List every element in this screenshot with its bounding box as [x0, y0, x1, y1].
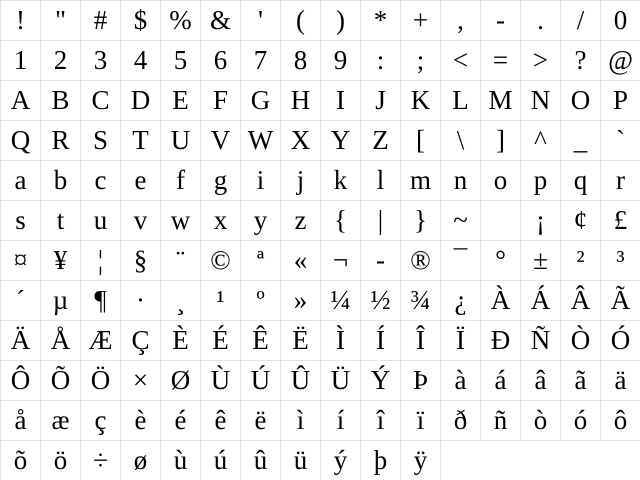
glyph-cell: ý [321, 441, 361, 480]
glyph-cell: K [401, 81, 441, 121]
glyph-cell: m [401, 161, 441, 201]
glyph-cell: } [401, 201, 441, 241]
glyph-cell: î [361, 401, 401, 441]
glyph-cell: æ [41, 401, 81, 441]
glyph-cell: o [481, 161, 521, 201]
glyph-cell: S [81, 121, 121, 161]
glyph-cell: s [1, 201, 41, 241]
glyph-cell: V [201, 121, 241, 161]
glyph-cell: À [481, 281, 521, 321]
glyph-cell: » [281, 281, 321, 321]
glyph-cell: > [521, 41, 561, 81]
glyph-cell: Õ [41, 361, 81, 401]
glyph-cell: ó [561, 401, 601, 441]
glyph-cell: L [441, 81, 481, 121]
glyph-cell: @ [601, 41, 640, 81]
glyph-cell: e [121, 161, 161, 201]
glyph-cell: v [121, 201, 161, 241]
glyph-cell: ( [281, 1, 321, 41]
glyph-cell: ð [441, 401, 481, 441]
glyph-cell: ÿ [401, 441, 441, 480]
glyph-cell: ¶ [81, 281, 121, 321]
glyph-cell: 1 [1, 41, 41, 81]
glyph-cell: q [561, 161, 601, 201]
glyph-cell: | [361, 201, 401, 241]
glyph-cell: á [481, 361, 521, 401]
glyph-cell: a [1, 161, 41, 201]
glyph-cell: t [41, 201, 81, 241]
glyph-cell: & [201, 1, 241, 41]
glyph-cell: à [441, 361, 481, 401]
glyph-cell: ü [281, 441, 321, 480]
glyph-cell: © [201, 241, 241, 281]
glyph-cell: Ý [361, 361, 401, 401]
glyph-cell: * [361, 1, 401, 41]
glyph-cell: 3 [81, 41, 121, 81]
glyph-cell: ; [401, 41, 441, 81]
glyph-cell: ! [1, 1, 41, 41]
glyph-cell: + [401, 1, 441, 41]
glyph-cell: ñ [481, 401, 521, 441]
glyph-cell: f [161, 161, 201, 201]
glyph-cell: Ç [121, 321, 161, 361]
glyph-cell: ê [201, 401, 241, 441]
glyph-cell: { [321, 201, 361, 241]
glyph-cell: Ú [241, 361, 281, 401]
glyph-cell: z [281, 201, 321, 241]
glyph-cell: Ö [81, 361, 121, 401]
glyph-cell: ^ [521, 121, 561, 161]
glyph-cell: ä [601, 361, 640, 401]
glyph-cell: E [161, 81, 201, 121]
glyph-cell: ¡ [521, 201, 561, 241]
glyph-cell: < [441, 41, 481, 81]
glyph-cell: l [361, 161, 401, 201]
glyph-cell: Ò [561, 321, 601, 361]
glyph-cell: Ë [281, 321, 321, 361]
glyph-cell: [ [401, 121, 441, 161]
glyph-cell: X [281, 121, 321, 161]
glyph-cell: ® [401, 241, 441, 281]
glyph-cell: § [121, 241, 161, 281]
glyph-cell: _ [561, 121, 601, 161]
glyph-cell: j [281, 161, 321, 201]
glyph-cell: ³ [601, 241, 640, 281]
glyph-cell: I [321, 81, 361, 121]
glyph-cell: D [121, 81, 161, 121]
glyph-cell: ¨ [161, 241, 201, 281]
glyph-cell: 0 [601, 1, 640, 41]
glyph-cell: M [481, 81, 521, 121]
glyph-cell: Þ [401, 361, 441, 401]
glyph-cell: ' [241, 1, 281, 41]
glyph-cell: - [481, 1, 521, 41]
glyph-cell: b [41, 161, 81, 201]
glyph-cell: ¢ [561, 201, 601, 241]
glyph-cell: F [201, 81, 241, 121]
glyph-cell: õ [1, 441, 41, 480]
glyph-cell: 5 [161, 41, 201, 81]
glyph-cell: Ñ [521, 321, 561, 361]
glyph-cell: # [81, 1, 121, 41]
glyph-cell: ² [561, 241, 601, 281]
glyph-cell: Î [401, 321, 441, 361]
glyph-cell: 6 [201, 41, 241, 81]
glyph-cell: £ [601, 201, 640, 241]
glyph-cell: Ä [1, 321, 41, 361]
glyph-cell: Ï [441, 321, 481, 361]
glyph-cell: Y [321, 121, 361, 161]
glyph-cell: Ê [241, 321, 281, 361]
glyph-cell: - [361, 241, 401, 281]
glyph-cell: ÷ [81, 441, 121, 480]
glyph-cell: U [161, 121, 201, 161]
glyph-cell: g [201, 161, 241, 201]
glyph-cell: i [241, 161, 281, 201]
glyph-cell: Û [281, 361, 321, 401]
glyph-cell: % [161, 1, 201, 41]
glyph-cell: ã [561, 361, 601, 401]
glyph-cell: H [281, 81, 321, 121]
glyph-cell: Ø [161, 361, 201, 401]
glyph-cell: ± [521, 241, 561, 281]
glyph-cell: P [601, 81, 640, 121]
glyph-cell: ` [601, 121, 640, 161]
glyph-cell: ¾ [401, 281, 441, 321]
glyph-cell: þ [361, 441, 401, 480]
glyph-cell: È [161, 321, 201, 361]
glyph-cell: Q [1, 121, 41, 161]
glyph-cell: Á [521, 281, 561, 321]
glyph-cell: Â [561, 281, 601, 321]
glyph-cell: ô [601, 401, 640, 441]
glyph-cell: r [601, 161, 640, 201]
glyph-cell: ? [561, 41, 601, 81]
glyph-cell: Æ [81, 321, 121, 361]
glyph-cell: ù [161, 441, 201, 480]
glyph-cell: , [441, 1, 481, 41]
glyph-cell: ï [401, 401, 441, 441]
glyph-cell: " [41, 1, 81, 41]
glyph-cell: Ì [321, 321, 361, 361]
glyph-cell: è [121, 401, 161, 441]
glyph-cell: Z [361, 121, 401, 161]
glyph-cell: ¿ [441, 281, 481, 321]
glyph-cell: ì [281, 401, 321, 441]
glyph-cell: Å [41, 321, 81, 361]
glyph-cell: 9 [321, 41, 361, 81]
glyph-cell: ½ [361, 281, 401, 321]
glyph-cell: . [521, 1, 561, 41]
glyph-cell: û [241, 441, 281, 480]
glyph-cell: ) [321, 1, 361, 41]
glyph-cell: ´ [1, 281, 41, 321]
glyph-cell: ° [481, 241, 521, 281]
glyph-cell: ¸ [161, 281, 201, 321]
glyph-cell: p [521, 161, 561, 201]
glyph-cell: 7 [241, 41, 281, 81]
glyph-cell: x [201, 201, 241, 241]
glyph-cell: A [1, 81, 41, 121]
glyph-cell: k [321, 161, 361, 201]
glyph-cell: Ü [321, 361, 361, 401]
glyph-cell: T [121, 121, 161, 161]
glyph-cell: ö [41, 441, 81, 480]
glyph-cell: y [241, 201, 281, 241]
glyph-cell: ¥ [41, 241, 81, 281]
glyph-cell: Ã [601, 281, 640, 321]
glyph-cell: º [241, 281, 281, 321]
glyph-cell: ú [201, 441, 241, 480]
glyph-cell: $ [121, 1, 161, 41]
glyph-cell: \ [441, 121, 481, 161]
glyph-cell: Ù [201, 361, 241, 401]
glyph-cell: ª [241, 241, 281, 281]
glyph-cell: ¼ [321, 281, 361, 321]
glyph-cell: ] [481, 121, 521, 161]
glyph-cell: B [41, 81, 81, 121]
glyph-cell: G [241, 81, 281, 121]
glyph-cell: = [481, 41, 521, 81]
glyph-cell: × [121, 361, 161, 401]
glyph-cell: Ô [1, 361, 41, 401]
glyph-cell: é [161, 401, 201, 441]
glyph-cell: 2 [41, 41, 81, 81]
glyph-cell: R [41, 121, 81, 161]
glyph-cell: ¯ [441, 241, 481, 281]
glyph-cell: µ [41, 281, 81, 321]
glyph-cell: Í [361, 321, 401, 361]
glyph-cell: ¤ [1, 241, 41, 281]
glyph-cell [481, 201, 521, 241]
glyph-cell: å [1, 401, 41, 441]
glyph-cell: 8 [281, 41, 321, 81]
glyph-cell: O [561, 81, 601, 121]
glyph-cell: n [441, 161, 481, 201]
glyph-cell: É [201, 321, 241, 361]
glyph-cell: : [361, 41, 401, 81]
glyph-cell: W [241, 121, 281, 161]
glyph-cell: Ó [601, 321, 640, 361]
glyph-cell: ë [241, 401, 281, 441]
glyph-cell: J [361, 81, 401, 121]
glyph-cell: ¬ [321, 241, 361, 281]
glyph-cell: í [321, 401, 361, 441]
glyph-cell: u [81, 201, 121, 241]
glyph-cell: ò [521, 401, 561, 441]
glyph-cell: Ð [481, 321, 521, 361]
glyph-cell: / [561, 1, 601, 41]
glyph-cell: ø [121, 441, 161, 480]
glyph-cell: C [81, 81, 121, 121]
glyph-cell: ç [81, 401, 121, 441]
glyph-cell: ¹ [201, 281, 241, 321]
glyph-cell: â [521, 361, 561, 401]
glyph-cell: c [81, 161, 121, 201]
glyph-cell: · [121, 281, 161, 321]
glyph-cell: w [161, 201, 201, 241]
glyph-cell: ~ [441, 201, 481, 241]
glyph-cell: « [281, 241, 321, 281]
glyph-cell: 4 [121, 41, 161, 81]
glyph-cell: ¦ [81, 241, 121, 281]
glyph-cell: N [521, 81, 561, 121]
